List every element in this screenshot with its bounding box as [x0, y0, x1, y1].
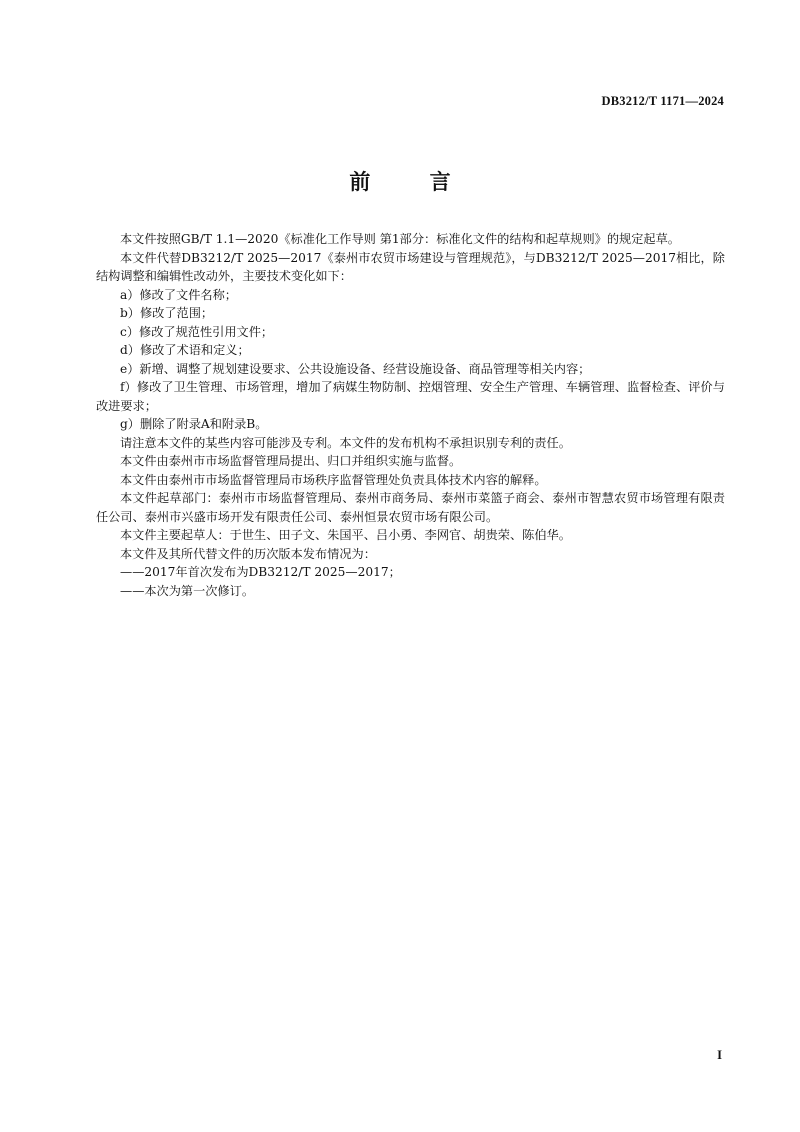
paragraph: 本文件由泰州市市场监督管理局提出、归口并组织实施与监督。 [120, 454, 462, 468]
list-item: d）修改了术语和定义； [120, 343, 250, 357]
list-item: b）修改了范围； [120, 306, 214, 320]
history-item: ——本次为第一次修订。 [120, 583, 255, 598]
page-title: 前 言 [349, 170, 477, 194]
paragraph: 本文件由泰州市市场监督管理局市场秩序监督管理处负责具体技术内容的解释。 [120, 472, 547, 487]
list-item: c）修改了规范性引用文件； [120, 324, 274, 339]
list-item: e）新增、调整了规划建设要求、公共设施设备、经营设施设备、商品管理等相关内容； [120, 361, 591, 376]
paragraph: 本文件主要起草人：于世生、田子文、朱国平、吕小勇、李网官、胡贵荣、陈伯华。 [120, 528, 571, 542]
paragraph: 本文件代替DB3212/T 2025—2017《泰州市农贸市场建设与管理规范》，与DB3212/T 2025—2017相比，除结构调整和编辑性改动外，主要技术变化如下： [96, 250, 725, 283]
document-code: DB3212/T 1171—2024 [601, 94, 724, 108]
paragraph: 本文件按照GB/T 1.1—2020《标准化工作导则 第1部分：标准化文件的结构和起草规则》的规定起草。 [120, 232, 680, 246]
list-item: g）删除了附录A和附录B。 [120, 417, 268, 431]
list-item: a）修改了文件名称； [120, 287, 237, 302]
paragraph: 请注意本文件的某些内容可能涉及专利。本文件的发布机构不承担识别专利的责任。 [120, 435, 571, 450]
list-item: f）修改了卫生管理、市场管理，增加了病媒生物防制、控烟管理、安全生产管理、车辆管理、监督检查、评价与改进要求； [96, 380, 725, 413]
paragraph: 本文件起草部门：泰州市市场监督管理局、泰州市商务局、泰州市菜篮子商会、泰州市智慧农贸市场管理有限责任公司、泰州市兴盛市场开发有限责任公司、泰州恒景农贸市场有限公司。 [96, 491, 725, 524]
page-number: I [717, 1048, 722, 1062]
history-item: ——2017年首次发布为DB3212/T 2025—2017； [120, 565, 401, 579]
paragraph: 本文件及其所代替文件的历次版本发布情况为： [120, 546, 376, 561]
preface-body [96, 230, 725, 600]
